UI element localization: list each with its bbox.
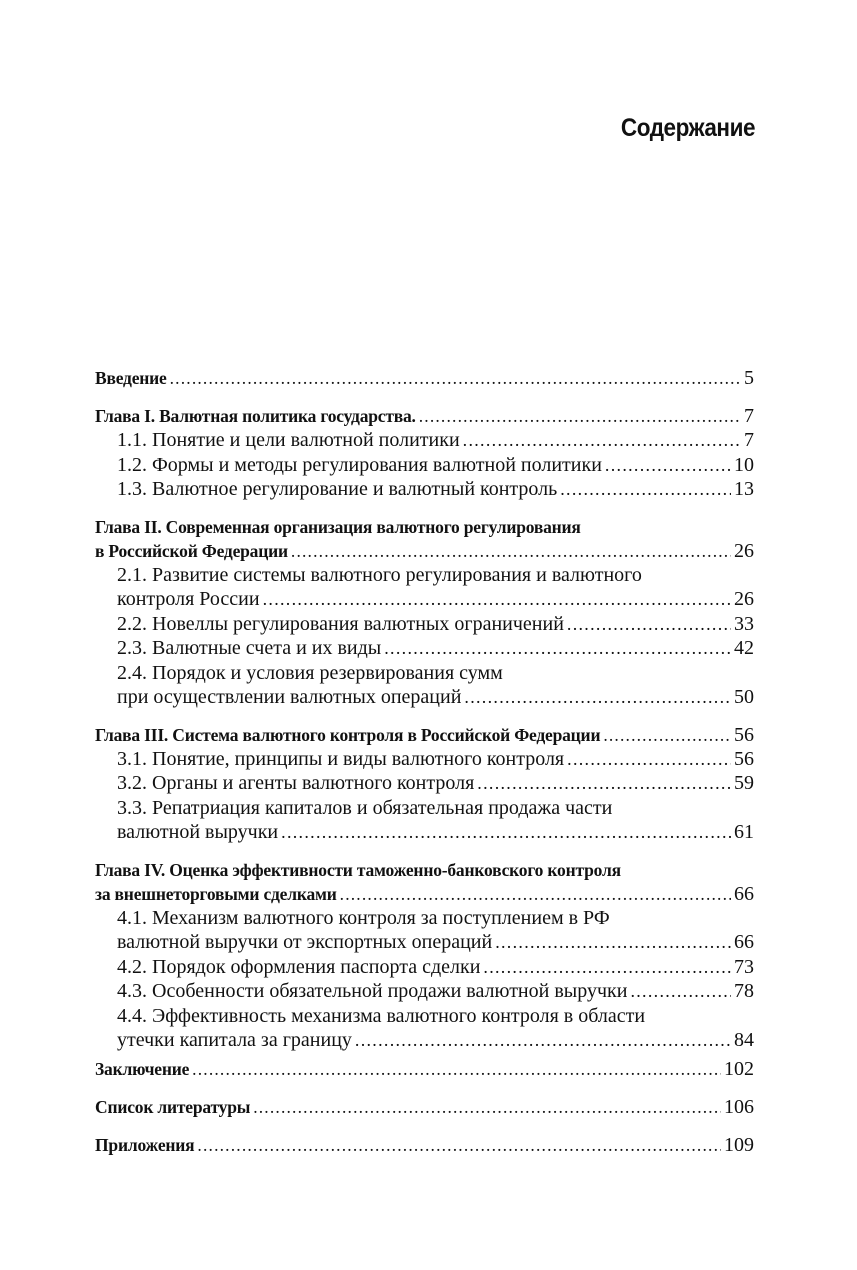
toc-entry-section-4-1-line1[interactable]: 4.1. Механизм валютного контроля за поступлением в РФ <box>117 906 610 929</box>
toc-page-number: 102 <box>724 1057 754 1080</box>
dot-leader <box>170 366 741 390</box>
toc-page-number: 66 <box>734 882 754 905</box>
toc-group-conclusion <box>95 1057 754 1081</box>
toc-entry-references[interactable] <box>95 1095 754 1119</box>
toc-entry-section-1-1[interactable] <box>95 428 754 453</box>
dot-leader <box>483 955 731 980</box>
toc-entry-section-2-2[interactable] <box>95 612 754 637</box>
toc-entry-chapter-3[interactable] <box>95 723 754 747</box>
toc-entry-title: 4.3. Особенности обязательной продажи валютной выручки <box>117 980 628 1002</box>
table-of-contents <box>95 366 754 1171</box>
dot-leader <box>355 1028 731 1053</box>
page-title: Содержание <box>620 114 755 142</box>
toc-entry-section-3-3-line1[interactable]: 3.3. Репатриация капиталов и обязательная продажа части <box>117 796 613 819</box>
toc-entry-title: валютной выручки от экспортных операций <box>117 931 493 953</box>
toc-entry-title: контроля России <box>117 588 260 610</box>
toc-entry-title: 3.1. Понятие, принципы и виды валютного контроля <box>117 747 565 770</box>
dot-leader <box>281 820 731 845</box>
toc-entry-section-4-4-line1[interactable]: 4.4. Эффективность механизма валютного контроля в области <box>117 1004 646 1027</box>
toc-entry-title: в Российской Федерации <box>95 540 288 561</box>
toc-entry-section-1-2[interactable] <box>95 453 754 478</box>
dot-leader <box>291 539 731 563</box>
dot-leader <box>477 771 731 796</box>
toc-entry-chapter-2[interactable] <box>95 539 754 563</box>
toc-group-appendices <box>95 1133 754 1157</box>
dot-leader <box>263 587 731 612</box>
toc-page-number: 106 <box>724 1095 754 1118</box>
toc-entry-title: 2.2. Новеллы регулирования валютных ограничений <box>117 612 564 635</box>
toc-page-number: 109 <box>724 1133 754 1156</box>
toc-page-number: 26 <box>734 539 754 562</box>
dot-leader <box>419 404 741 428</box>
toc-entry-title: Глава III. Система валютного контроля в Российской Федерации <box>95 724 601 745</box>
toc-entry-title: Заключение <box>95 1058 190 1079</box>
dot-leader <box>605 453 731 478</box>
toc-group-chapter-2 <box>95 515 754 710</box>
toc-page-number: 33 <box>734 612 754 635</box>
dot-leader <box>197 1133 721 1157</box>
toc-entry-section-2-1[interactable] <box>95 587 754 612</box>
toc-page-number: 10 <box>734 453 754 476</box>
toc-page-number: 5 <box>744 367 754 389</box>
toc-entry-appendices[interactable] <box>95 1133 754 1157</box>
toc-entry-title: 2.3. Валютные счета и их виды <box>117 637 382 659</box>
toc-entry-title: утечки капитала за границу <box>117 1029 352 1051</box>
toc-entry-section-2-3[interactable] <box>95 636 754 661</box>
toc-entry-section-4-1[interactable] <box>95 930 754 955</box>
toc-entry-title: при осуществлении валютных операций <box>117 686 462 708</box>
toc-entry-chapter-2-line1[interactable]: Глава II. Современная организация валютного регулирования <box>95 516 581 537</box>
toc-entry-title: Приложения <box>95 1134 195 1155</box>
dot-leader <box>464 685 731 710</box>
toc-group-intro <box>95 366 754 390</box>
toc-group-references <box>95 1095 754 1119</box>
toc-entry-title: 1.2. Формы и методы регулирования валютной политики <box>117 453 602 476</box>
toc-page-number: 50 <box>734 686 754 708</box>
toc-entry-section-3-2[interactable] <box>95 771 754 796</box>
toc-page-number: 7 <box>744 429 754 451</box>
toc-entry-section-3-3[interactable] <box>95 820 754 845</box>
toc-entry-chapter-4-line1[interactable]: Глава IV. Оценка эффективности таможенно-банковского контроля <box>95 859 621 880</box>
dot-leader <box>192 1057 721 1081</box>
toc-entry-title: 4.2. Порядок оформления паспорта сделки <box>117 955 481 978</box>
toc-entry-section-2-4[interactable] <box>95 685 754 710</box>
toc-entry-intro[interactable] <box>95 366 754 390</box>
dot-leader <box>567 747 731 772</box>
toc-entry-section-2-4-line1[interactable]: 2.4. Порядок и условия резервирования сумм <box>117 661 503 684</box>
toc-page-number: 84 <box>734 1029 754 1051</box>
toc-entry-title: Глава I. Валютная политика государства. <box>95 406 416 426</box>
dot-leader <box>560 477 731 502</box>
toc-page-number: 13 <box>734 478 754 500</box>
toc-entry-title: Список литературы <box>95 1096 251 1117</box>
toc-entry-title: валютной выручки <box>117 821 279 843</box>
toc-entry-title: 1.1. Понятие и цели валютной политики <box>117 429 460 451</box>
toc-page-number: 56 <box>734 723 754 746</box>
dot-leader <box>495 930 731 955</box>
toc-page-number: 73 <box>734 955 754 978</box>
toc-entry-title: 3.2. Органы и агенты валютного контроля <box>117 772 475 794</box>
toc-page-number: 42 <box>734 637 754 659</box>
dot-leader <box>253 1095 721 1119</box>
toc-entry-section-1-3[interactable] <box>95 477 754 502</box>
toc-group-chapter-1 <box>95 404 754 502</box>
toc-page-number: 56 <box>734 747 754 770</box>
toc-page-number: 78 <box>734 980 754 1002</box>
dot-leader <box>630 979 731 1004</box>
toc-page-number: 59 <box>734 772 754 794</box>
toc-entry-title: Введение <box>95 368 167 388</box>
toc-entry-section-2-1-line1[interactable]: 2.1. Развитие системы валютного регулирования и валютного <box>117 563 642 586</box>
toc-page-number: 66 <box>734 931 754 953</box>
toc-entry-section-4-3[interactable] <box>95 979 754 1004</box>
toc-entry-chapter-1[interactable] <box>95 404 754 428</box>
dot-leader <box>384 636 731 661</box>
dot-leader <box>603 723 731 747</box>
dot-leader <box>567 612 731 637</box>
toc-group-chapter-4 <box>95 858 754 1053</box>
toc-entry-section-4-4[interactable] <box>95 1028 754 1053</box>
dot-leader <box>340 882 731 906</box>
toc-entry-chapter-4[interactable] <box>95 882 754 906</box>
toc-page-number: 26 <box>734 588 754 610</box>
toc-page-number: 61 <box>734 821 754 843</box>
toc-entry-conclusion[interactable] <box>95 1057 754 1081</box>
dot-leader <box>463 428 741 453</box>
toc-page-number: 7 <box>744 405 754 427</box>
toc-entry-title: 1.3. Валютное регулирование и валютный контроль <box>117 478 558 500</box>
toc-group-chapter-3 <box>95 723 754 845</box>
toc-entry-section-4-2[interactable] <box>95 955 754 980</box>
toc-entry-section-3-1[interactable] <box>95 747 754 772</box>
toc-entry-title: за внешнеторговыми сделками <box>95 883 337 904</box>
